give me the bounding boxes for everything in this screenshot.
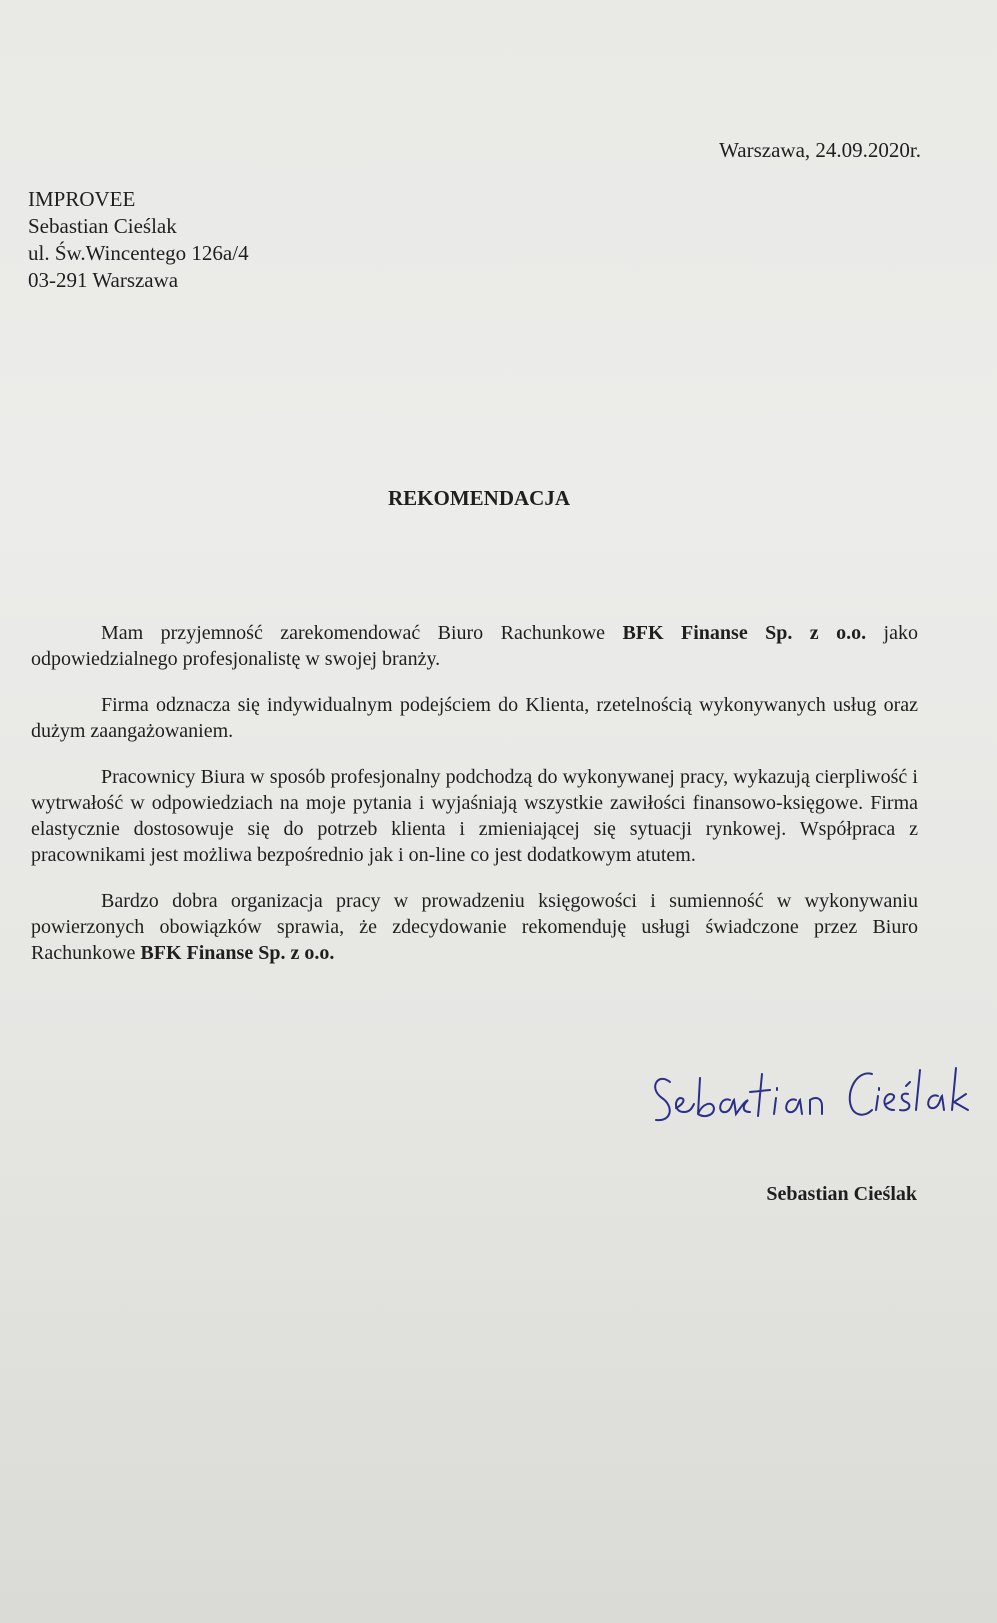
letter-date: Warszawa, 24.09.2020r.	[719, 138, 921, 162]
company-name-bold-2: BFK Finanse Sp. z o.o.	[140, 942, 335, 964]
paragraph-2: Firma odznacza się indywidualnym podejściem do Klienta, rzetelnością wykonywanych usług oraz dużym zaangażowaniem.	[31, 694, 918, 742]
paragraph-1-text: Mam przyjemność zarekomendować Biuro Rachunkowe	[101, 622, 623, 644]
paragraph-1-text-end: jako odpowiedzialnego profesjonalistę w swojej branży.	[31, 622, 918, 670]
sender-name: Sebastian Cieślak	[28, 214, 177, 238]
letter-title: REKOMENDACJA	[388, 486, 570, 510]
letter-body	[31, 620, 918, 986]
paragraph-4-text: Bardzo dobra organizacja pracy w prowadzeniu księgowości i sumienność w wykonywaniu powierzonych obowiązków sprawia, że zdecydowanie rekomenduję usługi świadczone przez Biuro Rachunkowe	[31, 890, 918, 964]
handwritten-signature	[650, 1060, 990, 1140]
paragraph-4	[31, 888, 918, 966]
sender-address-block	[28, 186, 249, 294]
company-name-bold: BFK Finanse Sp. z o.o.	[622, 622, 867, 644]
paragraph-3: Pracownicy Biura w sposób profesjonalny podchodzą do wykonywanej pracy, wykazują cierpliwość i wytrwałość w odpowiedziach na moje pytania i wyjaśniają wszystkie zawiłości finansowo-księgowe. Firma elastycznie dostosowuje się do potrzeb klienta i zmieniającej się sytuacji rynkowej. Współpraca z pracownikami jest możliwa bezpośrednio jak i on-line co jest dodatkowym atutem.	[31, 766, 918, 866]
sender-street: ul. Św.Wincentego 126a/4	[28, 241, 249, 265]
sender-city: 03-291 Warszawa	[28, 268, 179, 292]
sender-company: IMPROVEE	[28, 187, 136, 211]
paragraph-1	[31, 620, 918, 672]
signer-name: Sebastian Cieślak	[766, 1183, 917, 1205]
